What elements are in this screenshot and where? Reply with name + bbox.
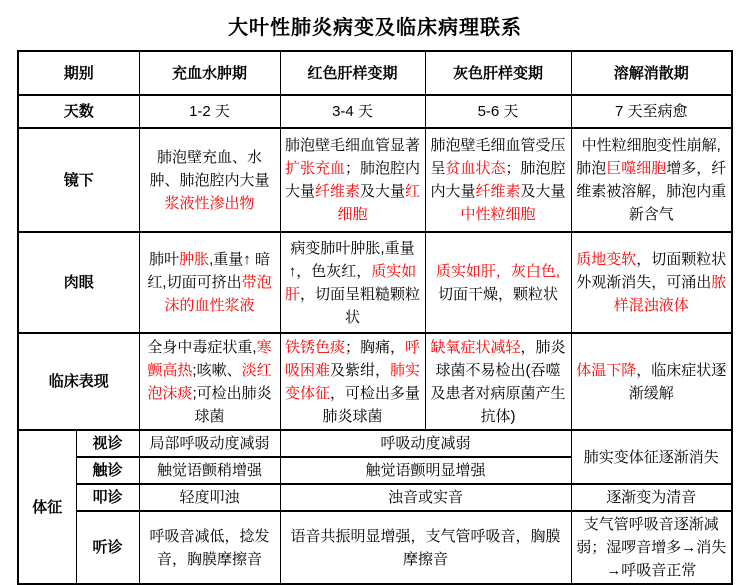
gross-cell: 质实如肝，灰白色,切面干燥，颗粒状 [425,232,571,333]
auscultation-cell-merged: 语音共振明显增强，支气管呼吸音，胸膜摩擦音 [280,511,571,584]
microscopic-cell: 肺泡壁毛细血管受压呈贫血状态；肺泡腔内大量纤维素及大量中性粒细胞 [425,128,571,232]
auscultation-resolution-cell: 支气管呼吸音逐渐减弱；湿啰音增多→消失→呼吸音正常 [571,511,732,584]
palpation-cell-merged: 触觉语颤明显增强 [280,457,571,484]
signs-percussion-row [18,484,732,511]
signs-auscultation-row [18,511,732,584]
header-stage-resolution: 溶解消散期 [571,51,732,95]
gross-label: 肉眼 [18,232,139,333]
palpation-label: 触诊 [76,457,139,484]
microscopic-cell: 中性粒细胞变性崩解,肺泡巨噬细胞增多，纤维素被溶解，肺泡内重新含气 [571,128,732,232]
days-cell: 5-6 天 [425,95,571,128]
days-cell: 1-2 天 [139,95,280,128]
inspection-label: 视诊 [76,430,139,457]
microscopic-cell: 肺泡壁毛细血管显著扩张充血；肺泡腔内大量纤维素及大量红细胞 [280,128,425,232]
auscultation-label: 听诊 [76,511,139,584]
days-label: 天数 [18,95,139,128]
clinical-cell: 铁锈色痰；胸痛，呼吸困难及紫绀，肺实变体征，可检出多量肺炎球菌 [280,333,425,430]
microscopic-label: 镜下 [18,128,139,232]
pneumonia-stages-table [17,50,733,585]
days-cell: 3-4 天 [280,95,425,128]
clinical-cell: 缺氧症状减轻，肺炎球菌不易检出(吞噬及患者对病原菌产生抗体) [425,333,571,430]
header-row [18,51,732,95]
microscopic-cell: 肺泡壁充血、水肿、肺泡腔内大量浆液性渗出物 [139,128,280,232]
header-stage-congestion-edema: 充血水肿期 [139,51,280,95]
clinical-manifestation-row [18,333,732,430]
signs-inspection-row [18,430,732,457]
page-title: 大叶性肺炎病变及临床病理联系 [228,17,522,39]
clinical-label: 临床表现 [18,333,139,430]
inspection-palpation-resolution-cell: 肺实变体征逐渐消失 [571,430,732,484]
days-cell: 7 天至病愈 [571,95,732,128]
percussion-cell-merged: 浊音或实音 [280,484,571,511]
percussion-resolution-cell: 逐渐变为清音 [571,484,732,511]
signs-label: 体征 [18,430,76,584]
percussion-label: 叩诊 [76,484,139,511]
header-stage-gray-hepatization: 灰色肝样变期 [425,51,571,95]
gross-cell: 质地变软，切面颗粒状外观渐消失，可涌出脓样混浊液体 [571,232,732,333]
days-row [18,95,732,128]
auscultation-cell: 呼吸音减低，捻发音，胸膜摩擦音 [139,511,280,584]
gross-cell: 病变肺叶肿胀,重量↑，色灰红，质实如肝，切面呈粗糙颗粒状 [280,232,425,333]
header-period: 期别 [18,51,139,95]
inspection-cell: 局部呼吸动度减弱 [139,430,280,457]
clinical-cell: 全身中毒症状重,寒颤高热;咳嗽、淡红泡沫痰;可检出肺炎球菌 [139,333,280,430]
clinical-cell: 体温下降，临床症状逐渐缓解 [571,333,732,430]
percussion-cell: 轻度叩浊 [139,484,280,511]
header-stage-red-hepatization: 红色肝样变期 [280,51,425,95]
palpation-cell: 触觉语颤稍增强 [139,457,280,484]
inspection-cell-merged: 呼吸动度减弱 [280,430,571,457]
gross-cell: 肺叶肿胀,重量↑ 暗红,切面可挤出带泡沫的血性浆液 [139,232,280,333]
gross-appearance-row [18,232,732,333]
microscopic-row [18,128,732,232]
